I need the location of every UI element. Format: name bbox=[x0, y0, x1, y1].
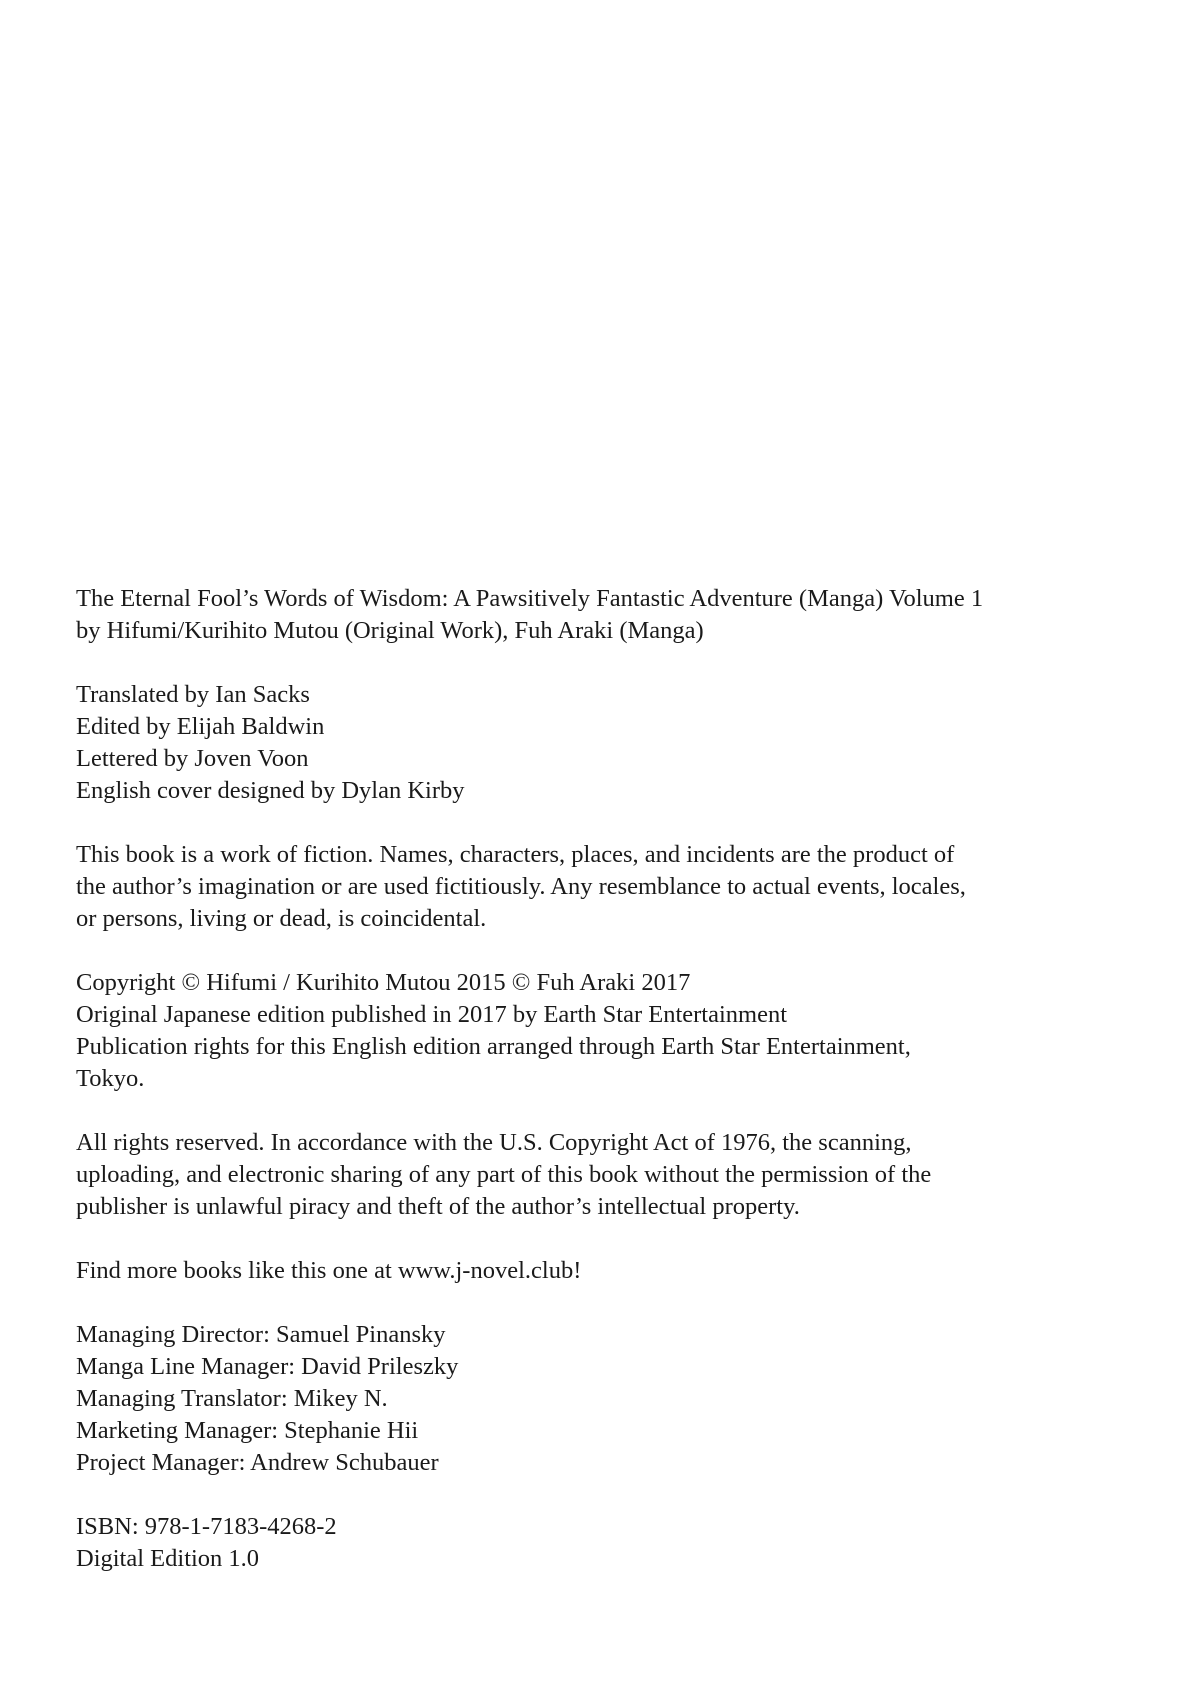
isbn: ISBN: 978-1-7183-4268-2 bbox=[76, 1513, 337, 1540]
credit-translator: Translated by Ian Sacks bbox=[76, 681, 310, 708]
book-title: The Eternal Fool’s Words of Wisdom: A Pawsitively Fantastic Adventure (Manga) Volume 1 bbox=[76, 585, 984, 612]
credit-cover-designer: English cover designed by Dylan Kirby bbox=[76, 777, 465, 804]
disclaimer-line: This book is a work of fiction. Names, characters, places, and incidents are the product of bbox=[76, 841, 955, 868]
disclaimer-line: the author’s imagination or are used fictitiously. Any resemblance to actual events, locales, bbox=[76, 873, 966, 900]
promo-block bbox=[76, 1255, 1136, 1287]
copyright-line: Publication rights for this English edition arranged through Earth Star Entertainment, bbox=[76, 1033, 911, 1060]
book-byline: by Hifumi/Kurihito Mutou (Original Work), Fuh Araki (Manga) bbox=[76, 617, 704, 644]
edition-block bbox=[76, 1511, 1136, 1575]
copyright-notice bbox=[76, 967, 1136, 1095]
staff-block bbox=[76, 1319, 1136, 1479]
staff-line: Project Manager: Andrew Schubauer bbox=[76, 1449, 439, 1476]
rights-line: publisher is unlawful piracy and theft of the author’s intellectual property. bbox=[76, 1193, 800, 1220]
rights-line: All rights reserved. In accordance with the U.S. Copyright Act of 1976, the scanning, bbox=[76, 1129, 912, 1156]
staff-line: Managing Director: Samuel Pinansky bbox=[76, 1321, 446, 1348]
copyright-line: Tokyo. bbox=[76, 1065, 145, 1092]
staff-line: Managing Translator: Mikey N. bbox=[76, 1385, 388, 1412]
credit-editor: Edited by Elijah Baldwin bbox=[76, 713, 325, 740]
fiction-disclaimer bbox=[76, 839, 1136, 935]
copyright-line: Copyright © Hifumi / Kurihito Mutou 2015 © Fuh Araki 2017 bbox=[76, 969, 691, 996]
disclaimer-line: or persons, living or dead, is coincidental. bbox=[76, 905, 487, 932]
staff-line: Marketing Manager: Stephanie Hii bbox=[76, 1417, 419, 1444]
credit-letterer: Lettered by Joven Voon bbox=[76, 745, 309, 772]
copyright-line: Original Japanese edition published in 2017 by Earth Star Entertainment bbox=[76, 1001, 788, 1028]
rights-line: uploading, and electronic sharing of any part of this book without the permission of the bbox=[76, 1161, 932, 1188]
copyright-page bbox=[76, 583, 1136, 1575]
credits-block bbox=[76, 679, 1136, 807]
staff-line: Manga Line Manager: David Prileszky bbox=[76, 1353, 459, 1380]
digital-edition: Digital Edition 1.0 bbox=[76, 1545, 260, 1572]
title-block bbox=[76, 583, 1136, 647]
promo-line: Find more books like this one at www.j-novel.club! bbox=[76, 1257, 582, 1284]
rights-notice bbox=[76, 1127, 1136, 1223]
